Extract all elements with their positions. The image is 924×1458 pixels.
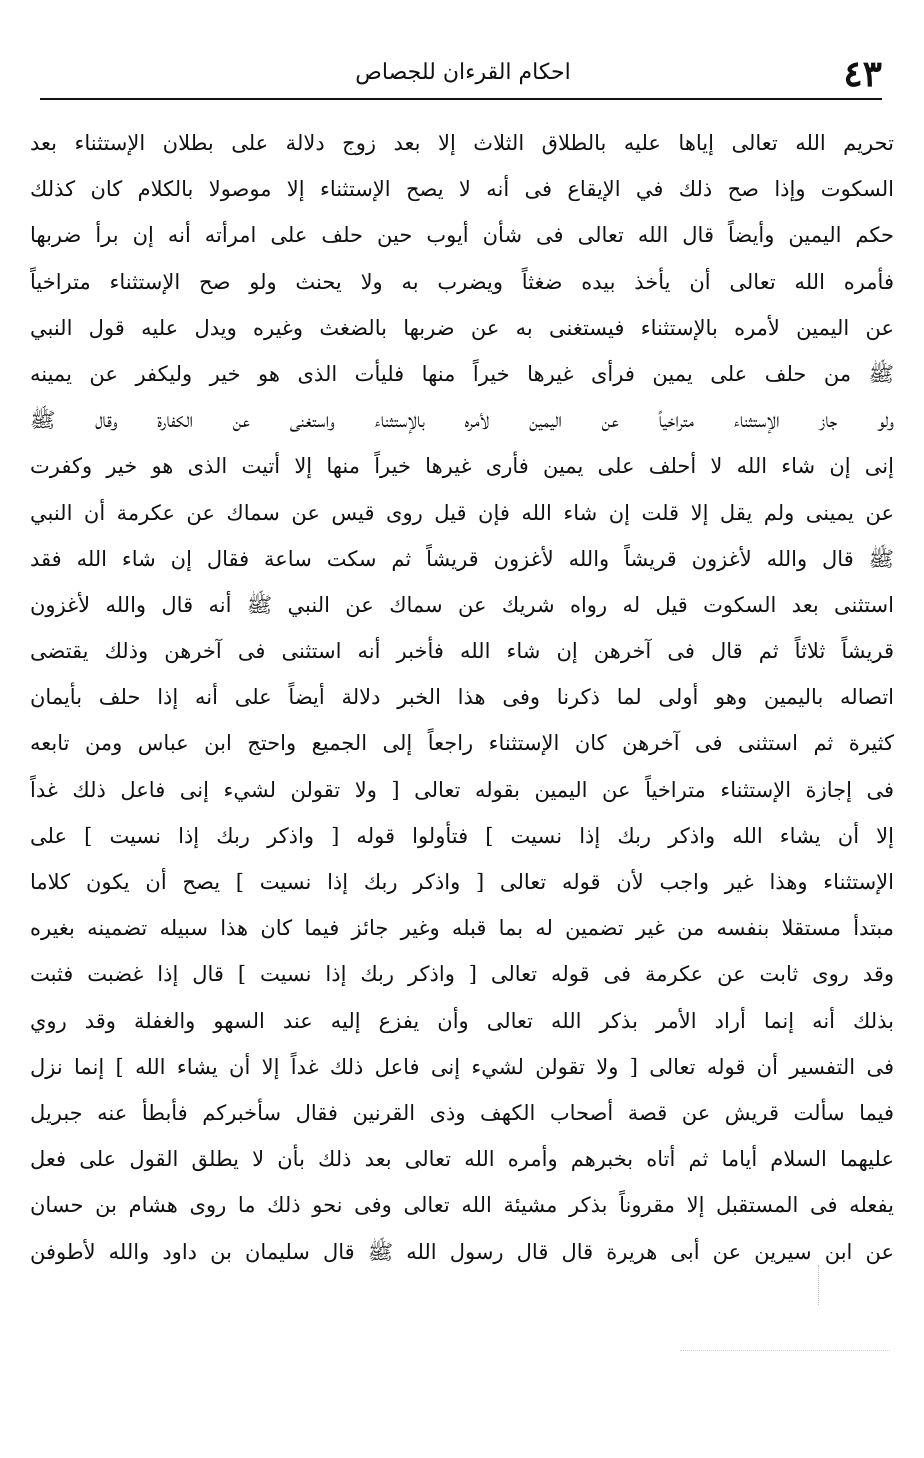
text-line: وقد روى ثابت عن عكرمة فى قوله تعالى [ واذكر ربك إذا نسيت ] قال إذا غضبت فثبت <box>30 962 894 987</box>
running-title: احكام القرءان للجصاص <box>355 60 571 85</box>
text-line: مبتدأ مستقلا بنفسه من غير تضمين له بما قبله وغير جائز فيما كان هذا سبيله تضمينه بغيره <box>30 916 894 941</box>
text-line: فى التفسير أن قوله تعالى [ ولا تقولن لشيء إنى فاعل ذلك غداً إلا أن يشاء الله ] إنما نزل <box>30 1054 894 1079</box>
text-line: عليهما السلام أياما ثم أتاه بخبرهم وأمره الله تعالى بعد ذلك بأن لا يطلق القول على فعل <box>30 1147 894 1172</box>
text-line: يفعله فى المستقبل إلا مقروناً بذكر مشيئة الله تعالى وفى نحو ذلك ما روى هشام بن حسان <box>30 1193 894 1218</box>
text-line: استثنى بعد السكوت قيل له رواه شريك عن سماك عن النبي ﷺ أنه قال والله لأغزون <box>30 592 894 617</box>
text-line: إنى إن شاء الله لا أحلف على يمين فأرى غيرها خيراً منها إلا أتيت الذى هو خير وكفرت <box>30 454 894 479</box>
text-line: قريشاً ثلاثاً ثم قال فى آخرهن إن شاء الله فأخبر أنه استثنى فى آخرهن وذلك يقتضى <box>30 639 894 664</box>
header-rule <box>40 98 882 100</box>
text-line: حكم اليمين وأيضاً قال الله تعالى فى شأن أيوب حين حلف على امرأته أنه إن برأ ضربها <box>30 223 894 248</box>
text-line: تحريم الله تعالى إياها عليه بالطلاق الثلاث إلا بعد زوج دلالة على بطلان الإستثناء بعد <box>30 131 894 155</box>
text-line: ولو جاز الإستثناء متراخياً عن اليمين لأمره بالإستثناء واستغنى عن الكفارة وقال ﷺ <box>30 408 894 433</box>
text-line: ﷺ قال والله لأغزون قريشاً والله لأغزون قريشاً ثم سكت ساعة فقال إن شاء الله فقد <box>30 546 894 571</box>
footer-dotted-rule <box>680 1350 890 1352</box>
text-line: عن ابن سيرين عن أبى هريرة قال قال رسول الله ﷺ قال سليمان بن داود والله لأطوفن <box>30 1239 894 1264</box>
text-line: السكوت وإذا صح ذلك في الإيقاع فى أنه لا يصح الإستثناء إلا موصولا بالكلام كان كذلك <box>30 177 894 202</box>
scan-speck <box>818 1265 822 1305</box>
text-line: كثيرة ثم استثنى فى آخرهن كان الإستثناء راجعاً إلى الجميع واحتج ابن عباس ومن تابعه <box>30 731 894 756</box>
text-line: فى إجازة الإستثناء متراخياً عن اليمين بقوله تعالى [ ولا تقولن لشيء إنى فاعل ذلك غداً <box>30 777 894 802</box>
text-line: الإستثناء وهذا غير واجب لأن قوله تعالى [ واذكر ربك إذا نسيت ] يصح أن يكون كلاما <box>30 870 894 894</box>
text-line: ﷺ من حلف على يمين فرأى غيرها خيراً منها فليأت الذى هو خير وليكفر عن يمينه <box>30 361 894 386</box>
page-header <box>40 52 886 96</box>
text-line: فيما سألت قريش عن قصة أصحاب الكهف وذى القرنين فقال سأخبركم فأبطأ عنه جبريل <box>30 1100 894 1125</box>
text-line: إلا أن يشاء الله واذكر ربك إذا نسيت ] فتأولوا قوله [ واذكر ربك إذا نسيت ] على <box>30 823 894 848</box>
page-number: ٤٣ <box>843 53 882 95</box>
text-line: فأمره الله تعالى أن يأخذ بيده ضغثاً ويضرب به ولا يحنث ولو صح الإستثناء متراخياً <box>30 269 894 294</box>
text-line: عن اليمين لأمره بالإستثناء فيستغنى به عن ضربها بالضغث وغيره ويدل عليه قول النبي <box>30 315 894 340</box>
text-line: عن يمينى ولم يقل إلا قلت إن شاء الله فإن قيل روى قيس عن سماك عن عكرمة أن النبي <box>30 500 894 525</box>
body-text <box>30 120 894 1275</box>
text-line: بذلك أنه إنما أراد الأمر بذكر الله تعالى وأن يفزع إليه عند السهو والغفلة وقد روي <box>30 1008 894 1033</box>
text-line: اتصاله باليمين وهو أولى لما ذكرنا وفى هذا الخبر دلالة أيضاً على أنه إذا حلف بأيمان <box>30 685 894 710</box>
